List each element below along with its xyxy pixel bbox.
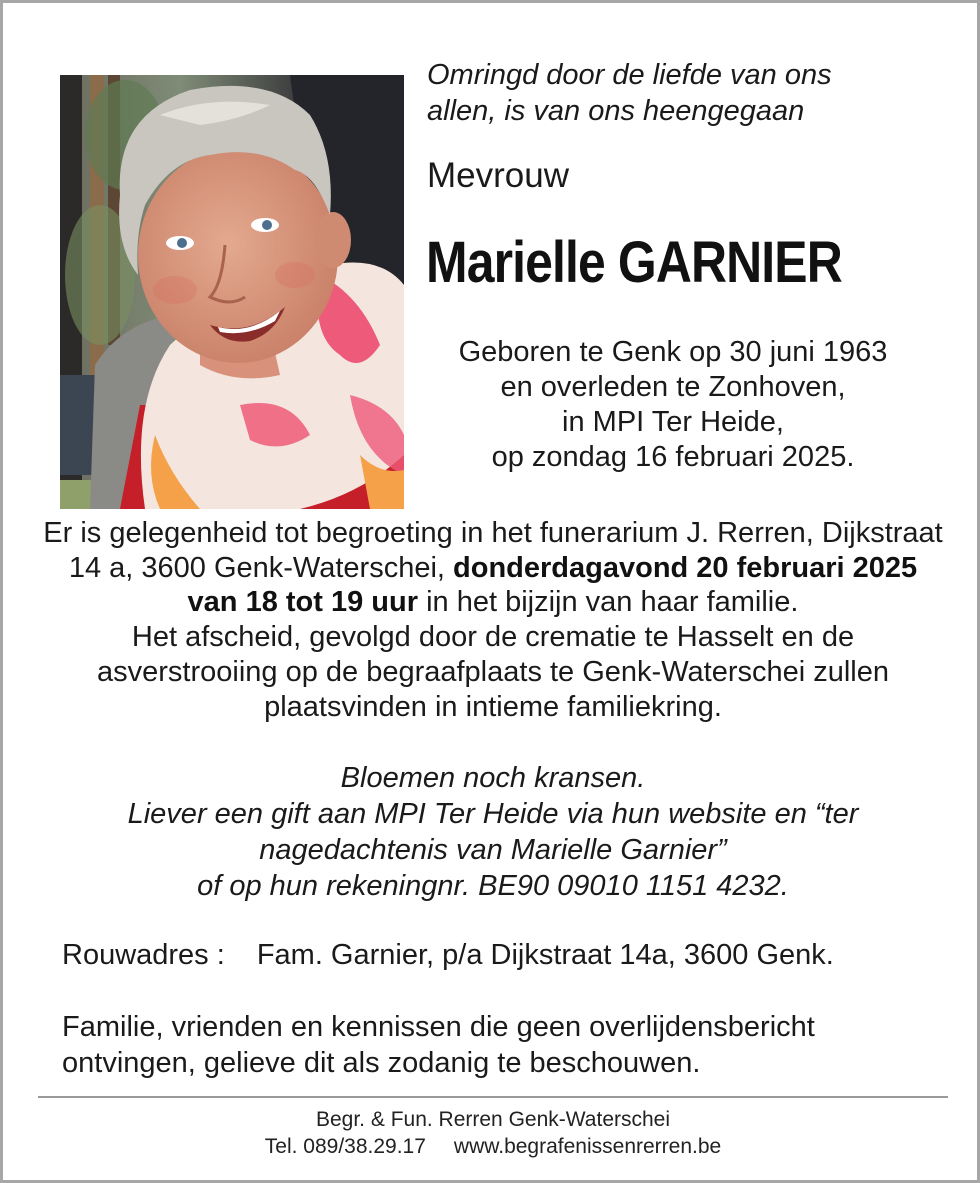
visitation-text-2: in het bijzijn van haar familie. xyxy=(418,586,799,619)
visitation-date-bold: donderdagavond 20 februari 2025 van 18 tot 19 uur xyxy=(187,551,918,619)
portrait-photo xyxy=(60,75,404,509)
divider xyxy=(38,1096,948,1098)
farewell-text: Het afscheid, gevolgd door de crematie te Hasselt en de asverstrooiing op de begraafplaats te Genk-Waterschei zullen plaatsvinden in intieme familiekring. xyxy=(96,621,890,723)
flowers-note xyxy=(43,760,943,904)
flowers-line-4: of op hun rekeningnr. BE90 09010 1151 4232. xyxy=(197,870,789,902)
birth-death-details xyxy=(403,335,943,475)
flowers-line-1: Bloemen noch kransen. xyxy=(340,762,646,794)
flowers-line-3: nagedachtenis van Marielle Garnier” xyxy=(259,834,727,866)
flowers-line-2: Liever een gift aan MPI Ter Heide via hun website en “ter xyxy=(127,798,859,830)
birth-line-2: en overleden te Zonhoven, xyxy=(500,371,846,403)
birth-line-1: Geboren te Genk op 30 juni 1963 xyxy=(458,336,888,368)
notice-line-2: ontvingen, gelieve dit als zodanig te beschouwen. xyxy=(62,1047,701,1079)
birth-line-3: in MPI Ter Heide, xyxy=(562,406,784,438)
intro-line-2: allen, is van ons heengegaan xyxy=(427,95,805,127)
intro-line-1: Omringd door de liefde van ons xyxy=(427,59,832,91)
footer-phone: Tel. 089/38.29.17 xyxy=(264,1135,426,1158)
intro-text xyxy=(427,57,947,129)
deceased-name: Marielle GARNIER xyxy=(426,230,842,295)
footer-company: Begr. & Fun. Rerren Genk-Waterschei xyxy=(315,1108,671,1131)
footer-website[interactable]: www.begrafenissenrerren.be xyxy=(453,1135,722,1158)
funeral-home-footer xyxy=(43,1106,943,1160)
notice-line-1: Familie, vrienden en kennissen die geen overlijdensbericht xyxy=(62,1011,815,1043)
mourning-address xyxy=(62,937,834,973)
address-label: Rouwadres : xyxy=(62,939,225,971)
visitation-details xyxy=(43,516,943,724)
address-value: Fam. Garnier, p/a Dijkstraat 14a, 3600 Genk. xyxy=(256,939,834,971)
honorific: Mevrouw xyxy=(427,156,569,195)
notice-text xyxy=(62,1009,942,1081)
visitation-text-1: Er is gelegenheid tot begroeting in het funerarium J. Rerren, Dijkstraat 14 a, 3600 Genk-Waterschei, xyxy=(43,517,943,584)
birth-line-4: op zondag 16 februari 2025. xyxy=(491,441,855,473)
